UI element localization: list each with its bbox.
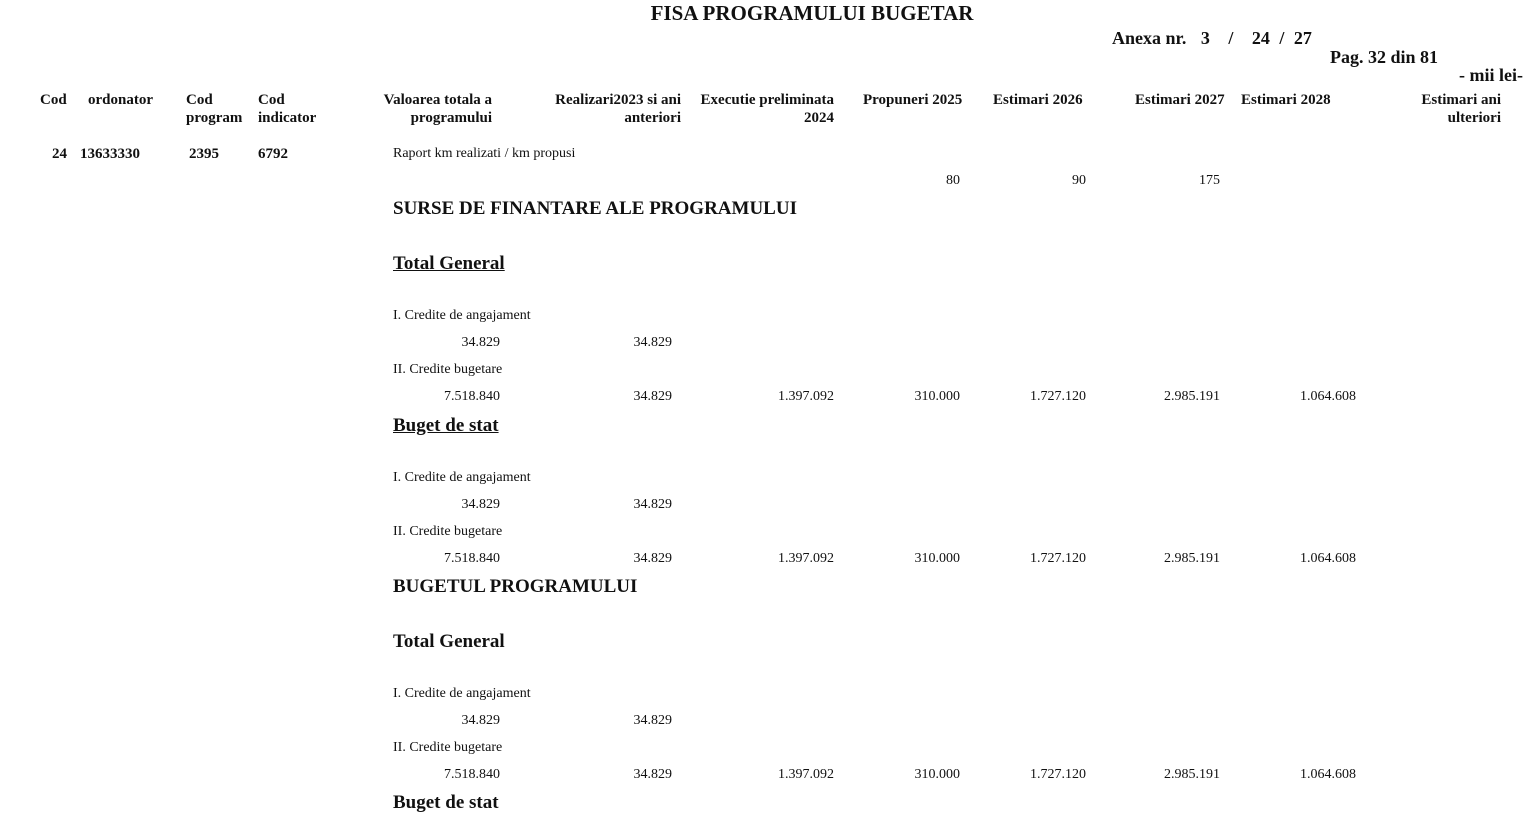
value-valoare-totala: 34.829 <box>461 335 500 350</box>
row-indicator-description: Raport km realizati / km propusi <box>393 146 576 161</box>
value-estimari-2027: 2.985.191 <box>1164 389 1220 404</box>
value-realizari: 34.829 <box>633 713 672 728</box>
subheading-buget-de-stat: Buget de stat <box>393 792 499 813</box>
row-ordonator: 13633330 <box>80 146 140 162</box>
value-estimari-2027: 2.985.191 <box>1164 767 1220 782</box>
section-title-surse: SURSE DE FINANTARE ALE PROGRAMULUI <box>393 198 797 219</box>
column-header-valoare-totala: Valoarea totala a programului <box>383 92 492 126</box>
annex-part-a: 24 <box>1251 28 1270 48</box>
column-header-executie: Executie preliminata 2024 <box>700 92 834 126</box>
annex-separator: / <box>1279 28 1285 48</box>
value-estimari-2028: 1.064.608 <box>1300 767 1356 782</box>
row-cod-indicator: 6792 <box>258 146 288 162</box>
label-credite-angajament: I. Credite de angajament <box>393 686 531 701</box>
value-propuneri-2025: 310.000 <box>914 389 960 404</box>
value-estimari-2028: 1.064.608 <box>1300 389 1356 404</box>
value-propuneri-2025: 310.000 <box>914 551 960 566</box>
annex-part-b: 27 <box>1293 28 1312 48</box>
section-title-bugetul: BUGETUL PROGRAMULUI <box>393 576 638 597</box>
value-executie-2024: 1.397.092 <box>778 767 834 782</box>
value-valoare-totala: 34.829 <box>461 713 500 728</box>
label-credite-angajament: I. Credite de angajament <box>393 308 531 323</box>
label-credite-bugetare: II. Credite bugetare <box>393 524 503 539</box>
label-credite-bugetare: II. Credite bugetare <box>393 740 503 755</box>
value-realizari: 34.829 <box>633 389 672 404</box>
column-header-estimari-2026: Estimari 2026 <box>993 92 1083 108</box>
label-credite-angajament: I. Credite de angajament <box>393 470 531 485</box>
subheading-total-general: Total General <box>393 253 505 274</box>
unit-label: - mii lei- <box>1459 65 1523 85</box>
value-executie-2024: 1.397.092 <box>778 389 834 404</box>
subheading-total-general: Total General <box>393 631 505 652</box>
page-number: Pag. 32 din 81 <box>1330 47 1439 67</box>
column-header-estimari-2028: Estimari 2028 <box>1241 92 1331 108</box>
value-realizari: 34.829 <box>633 551 672 566</box>
column-header-cod-indicator: Cod indicator <box>258 92 317 126</box>
value-realizari: 34.829 <box>633 335 672 350</box>
value-estimari-2026: 1.727.120 <box>1030 389 1086 404</box>
value-executie-2024: 1.397.092 <box>778 551 834 566</box>
row-cod: 24 <box>52 146 67 162</box>
label-credite-bugetare: II. Credite bugetare <box>393 362 503 377</box>
row-value-2027: 175 <box>1199 173 1220 188</box>
row-value-2026: 90 <box>1072 173 1086 188</box>
value-estimari-2026: 1.727.120 <box>1030 551 1086 566</box>
value-realizari: 34.829 <box>633 767 672 782</box>
column-header-ordonator: ordonator <box>88 92 153 108</box>
annex-line <box>1112 28 1312 49</box>
row-value-2025: 80 <box>946 173 960 188</box>
column-header-propuneri-2025: Propuneri 2025 <box>863 92 963 108</box>
value-valoare-totala: 7.518.840 <box>444 551 500 566</box>
annex-separator: / <box>1228 28 1234 48</box>
value-realizari: 34.829 <box>633 497 672 512</box>
column-header-cod-program: Cod program <box>186 92 243 126</box>
row-cod-program: 2395 <box>189 146 219 162</box>
value-estimari-2027: 2.985.191 <box>1164 551 1220 566</box>
value-estimari-2028: 1.064.608 <box>1300 551 1356 566</box>
value-propuneri-2025: 310.000 <box>914 767 960 782</box>
value-valoare-totala: 7.518.840 <box>444 389 500 404</box>
value-estimari-2026: 1.727.120 <box>1030 767 1086 782</box>
annex-label: Anexa nr. <box>1112 28 1187 48</box>
value-valoare-totala: 7.518.840 <box>444 767 500 782</box>
column-header-realizari: Realizari2023 si ani anteriori <box>555 92 681 126</box>
document-title: FISA PROGRAMULUI BUGETAR <box>650 1 974 25</box>
value-valoare-totala: 34.829 <box>461 497 500 512</box>
column-header-estimari-ulteriori: Estimari ani ulteriori <box>1421 92 1501 126</box>
subheading-buget-de-stat: Buget de stat <box>393 415 499 436</box>
column-header-cod: Cod <box>40 92 67 108</box>
annex-number: 3 <box>1200 28 1210 48</box>
column-header-estimari-2027: Estimari 2027 <box>1135 92 1225 108</box>
